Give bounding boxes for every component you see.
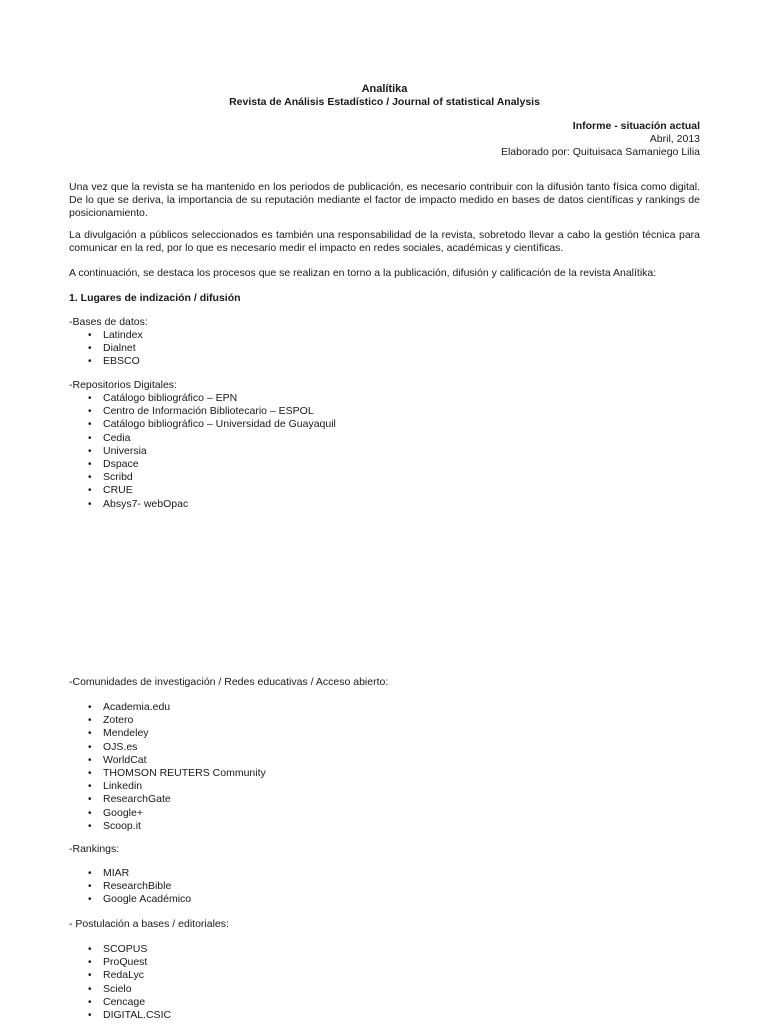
bullet-icon: •: [88, 1009, 92, 1021]
list-item: [69, 996, 171, 1009]
journal-title: Analítika: [361, 83, 408, 95]
list-item: [69, 418, 336, 431]
bullet-icon: •: [88, 754, 92, 766]
journal-subtitle: Revista de Análisis Estadístico / Journal of statistical Analysis: [229, 96, 540, 108]
applications-label: - Postulación a bases / editoriales:: [69, 918, 229, 930]
communities-list: [69, 701, 266, 833]
list-item: [69, 714, 266, 727]
databases-list: [69, 329, 143, 369]
list-item: [69, 880, 191, 893]
bullet-icon: •: [88, 419, 92, 431]
communities-label: -Comunidades de investigación / Redes educativas / Acceso abierto:: [69, 676, 389, 688]
list-item: [69, 458, 336, 471]
bullet-icon: •: [88, 472, 92, 484]
list-item-text: Catálogo bibliográfico – EPN: [103, 392, 238, 404]
report-info: [501, 120, 700, 160]
list-item-text: Scoop.it: [103, 819, 141, 832]
bullet-icon: •: [88, 356, 92, 368]
list-item: [69, 471, 336, 484]
list-item-text: WorldCat: [103, 753, 147, 766]
bullet-icon: •: [88, 741, 92, 753]
bullet-icon: •: [88, 406, 92, 418]
intro-paragraph: Una vez que la revista se ha mantenido en los periodos de publicación, es necesario contribuir con la difusión tanto física como digital. De lo que se deriva, la importancia de su reputación mediante el factor de impacto medido en bases de datos científicas y rankings de posicionamiento.: [69, 181, 700, 220]
section-heading: 1. Lugares de indización / difusión: [69, 292, 241, 304]
bullet-icon: •: [88, 393, 92, 404]
list-item: [69, 484, 336, 497]
bullet-icon: •: [88, 767, 92, 779]
report-title: Informe - situación actual: [572, 120, 700, 132]
dissemination-paragraph: La divulgación a públicos seleccionados es también una responsabilidad de la revista, sobretodo llevar a cabo la gestión técnica para comunicar en la red, por lo que es necesario medir el impacto en redes sociales, académicas y científicas.: [69, 229, 700, 255]
list-item-text: Google+: [103, 806, 143, 819]
rankings-list: [69, 867, 191, 907]
bullet-icon: •: [88, 485, 92, 497]
list-item: [69, 867, 191, 880]
report-author: Elaborado por: Quituisaca Samaniego Lilia: [500, 146, 700, 159]
list-item: [69, 1009, 171, 1022]
list-item-text: Linkedin: [103, 780, 143, 793]
list-item-text: ResearchGate: [103, 793, 171, 806]
bullet-icon: •: [88, 715, 92, 727]
list-item-text: THOMSON REUTERS Community: [103, 766, 266, 779]
list-item-text: Zotero: [103, 714, 134, 727]
list-item-text: Cencage: [103, 995, 146, 1008]
bullet-icon: •: [88, 944, 92, 955]
list-item: [69, 701, 266, 714]
list-item: [69, 342, 143, 355]
list-item: [69, 943, 171, 956]
list-item-text: EBSCO: [103, 355, 140, 368]
list-item-text: Latindex: [103, 329, 143, 341]
bullet-icon: •: [88, 330, 92, 341]
list-item-text: Academia.edu: [103, 701, 171, 713]
list-item: [69, 405, 336, 418]
list-item: [69, 432, 336, 445]
bullet-icon: •: [88, 894, 92, 906]
databases-label: -Bases de datos:: [69, 316, 148, 328]
list-item-text: ProQuest: [103, 956, 148, 969]
processes-paragraph: A continuación, se destaca los procesos que se realizan en torno a la publicación, difusión y calificación de la revista Analítika:: [69, 267, 657, 279]
list-item-text: Centro de Información Bibliotecario – ESPOL: [103, 405, 314, 418]
repositories-list: [69, 392, 336, 511]
report-date: Abril, 2013: [649, 133, 700, 146]
list-item-text: SCOPUS: [103, 943, 148, 955]
list-item-text: Google Académico: [103, 893, 192, 906]
list-item: [69, 355, 143, 368]
bullet-icon: •: [88, 807, 92, 819]
bullet-icon: •: [88, 498, 92, 510]
list-item: [69, 956, 171, 969]
list-item: [69, 893, 191, 906]
list-item-text: Absys7- webOpac: [103, 497, 189, 510]
list-item: [69, 754, 266, 767]
list-item: [69, 780, 266, 793]
bullet-icon: •: [88, 794, 92, 806]
list-item-text: Dspace: [103, 457, 139, 470]
list-item: [69, 445, 336, 458]
list-item: [69, 807, 266, 820]
bullet-icon: •: [88, 458, 92, 470]
list-item: [69, 969, 171, 982]
list-item-text: ResearchBible: [103, 880, 172, 893]
list-item: [69, 727, 266, 740]
bullet-icon: •: [88, 781, 92, 793]
bullet-icon: •: [88, 728, 92, 740]
list-item-text: Scribd: [103, 471, 133, 484]
bullet-icon: •: [88, 957, 92, 969]
list-item-text: Mendeley: [103, 727, 149, 740]
list-item-text: OJS.es: [103, 740, 138, 753]
applications-list: [69, 943, 171, 1022]
list-item-text: Dialnet: [103, 342, 136, 355]
list-item: [69, 498, 336, 511]
rankings-label: -Rankings:: [69, 843, 120, 855]
bullet-icon: •: [88, 343, 92, 355]
list-item: [69, 793, 266, 806]
list-item-text: MIAR: [103, 867, 130, 879]
list-item-text: CRUE: [103, 484, 133, 497]
bullet-icon: •: [88, 445, 92, 457]
list-item-text: DIGITAL.CSIC: [103, 1008, 172, 1021]
bullet-icon: •: [88, 432, 92, 444]
list-item: [69, 392, 336, 405]
list-item-text: Scielo: [103, 982, 132, 995]
bullet-icon: •: [88, 983, 92, 995]
list-item-text: Cedia: [103, 431, 131, 444]
bullet-icon: •: [88, 820, 92, 832]
list-item: [69, 741, 266, 754]
bullet-icon: •: [88, 881, 92, 893]
list-item-text: RedaLyc: [103, 969, 145, 982]
list-item: [69, 329, 143, 342]
bullet-icon: •: [88, 996, 92, 1008]
bullet-icon: •: [88, 702, 92, 713]
bullet-icon: •: [88, 970, 92, 982]
list-item: [69, 820, 266, 833]
bullet-icon: •: [88, 868, 92, 879]
list-item: [69, 767, 266, 780]
list-item-text: Universia: [103, 444, 147, 457]
repositories-label: -Repositorios Digitales:: [69, 379, 177, 391]
list-item: [69, 983, 171, 996]
list-item-text: Catálogo bibliográfico – Universidad de Guayaquil: [103, 418, 336, 431]
